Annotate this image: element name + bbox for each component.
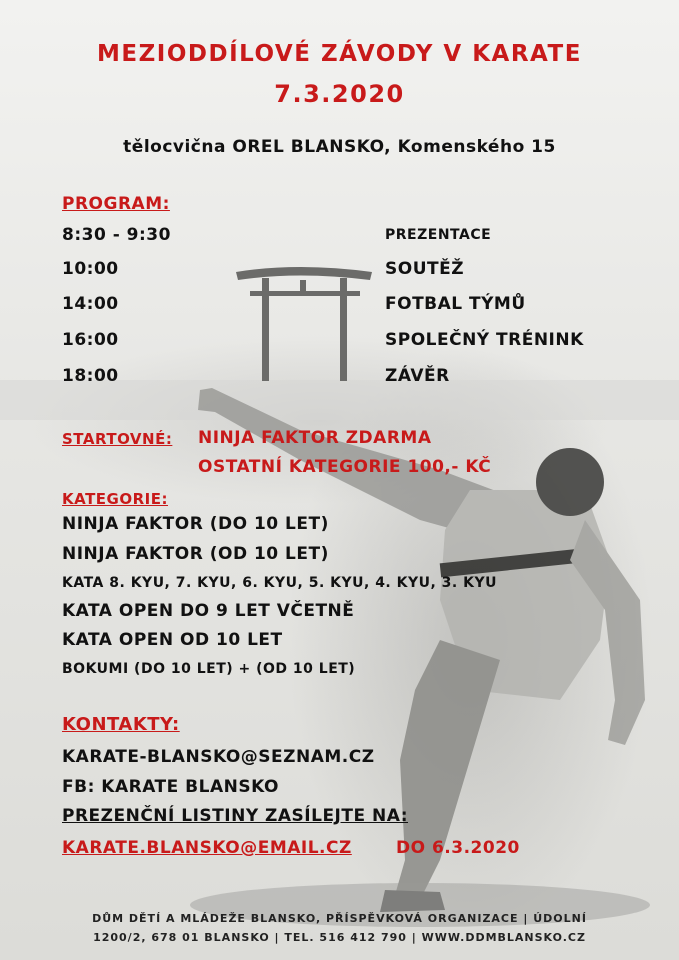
program-time: 18:00 (62, 366, 119, 386)
category-item: KATA OPEN OD 10 LET (62, 630, 283, 650)
contact-email[interactable]: KARATE-BLANSKO@SEZNAM.CZ (62, 747, 375, 767)
category-item: BOKUMI (DO 10 LET) + (OD 10 LET) (62, 661, 356, 677)
category-item: KATA OPEN DO 9 LET VČETNĚ (62, 601, 355, 621)
category-item: KATA 8. KYU, 7. KYU, 6. KYU, 5. KYU, 4. KYU, 3. KYU (62, 575, 497, 591)
fee-ninja: NINJA FAKTOR ZDARMA (198, 428, 432, 448)
program-time: 10:00 (62, 259, 119, 279)
venue: tělocvična OREL BLANSKO, Komenského 15 (123, 137, 556, 157)
category-item: NINJA FAKTOR (DO 10 LET) (62, 514, 329, 534)
program-time: 14:00 (62, 294, 119, 314)
program-time: 16:00 (62, 330, 119, 350)
fee-other: OSTATNÍ KATEGORIE 100,- KČ (198, 457, 492, 477)
footer-line-2: 1200/2, 678 01 BLANSKO | TEL. 516 412 790 | WWW.DDMBLANSKO.CZ (93, 931, 586, 944)
program-time: 8:30 - 9:30 (62, 225, 171, 245)
torii-gate-icon (236, 267, 372, 381)
program-activity: SOUTĚŽ (385, 259, 465, 279)
registration-lists-label: PREZENČNÍ LISTINY ZASÍLEJTE NA: (62, 806, 409, 826)
program-activity: FOTBAL TÝMŮ (385, 294, 526, 314)
category-item: NINJA FAKTOR (OD 10 LET) (62, 544, 329, 564)
registration-deadline: DO 6.3.2020 (396, 838, 520, 858)
event-date: 7.3.2020 (274, 80, 405, 108)
program-activity: ZÁVĚR (385, 366, 450, 386)
page-title: MEZIODDÍLOVÉ ZÁVODY V KARATE (97, 41, 582, 67)
contact-facebook[interactable]: FB: KARATE BLANSKO (62, 777, 279, 797)
fees-label: STARTOVNÉ: (62, 430, 173, 448)
program-activity: SPOLEČNÝ TRÉNINK (385, 330, 584, 350)
footer-line-1: DŮM DĚTÍ A MLÁDEŽE BLANSKO, PŘÍSPĚVKOVÁ ORGANIZACE | ÚDOLNÍ (92, 912, 587, 925)
contacts-label: KONTAKTY: (62, 714, 180, 735)
registration-email[interactable]: KARATE.BLANSKO@EMAIL.CZ (62, 838, 352, 858)
program-label: PROGRAM: (62, 194, 170, 214)
program-activity: PREZENTACE (385, 227, 492, 243)
categories-label: KATEGORIE: (62, 490, 168, 508)
